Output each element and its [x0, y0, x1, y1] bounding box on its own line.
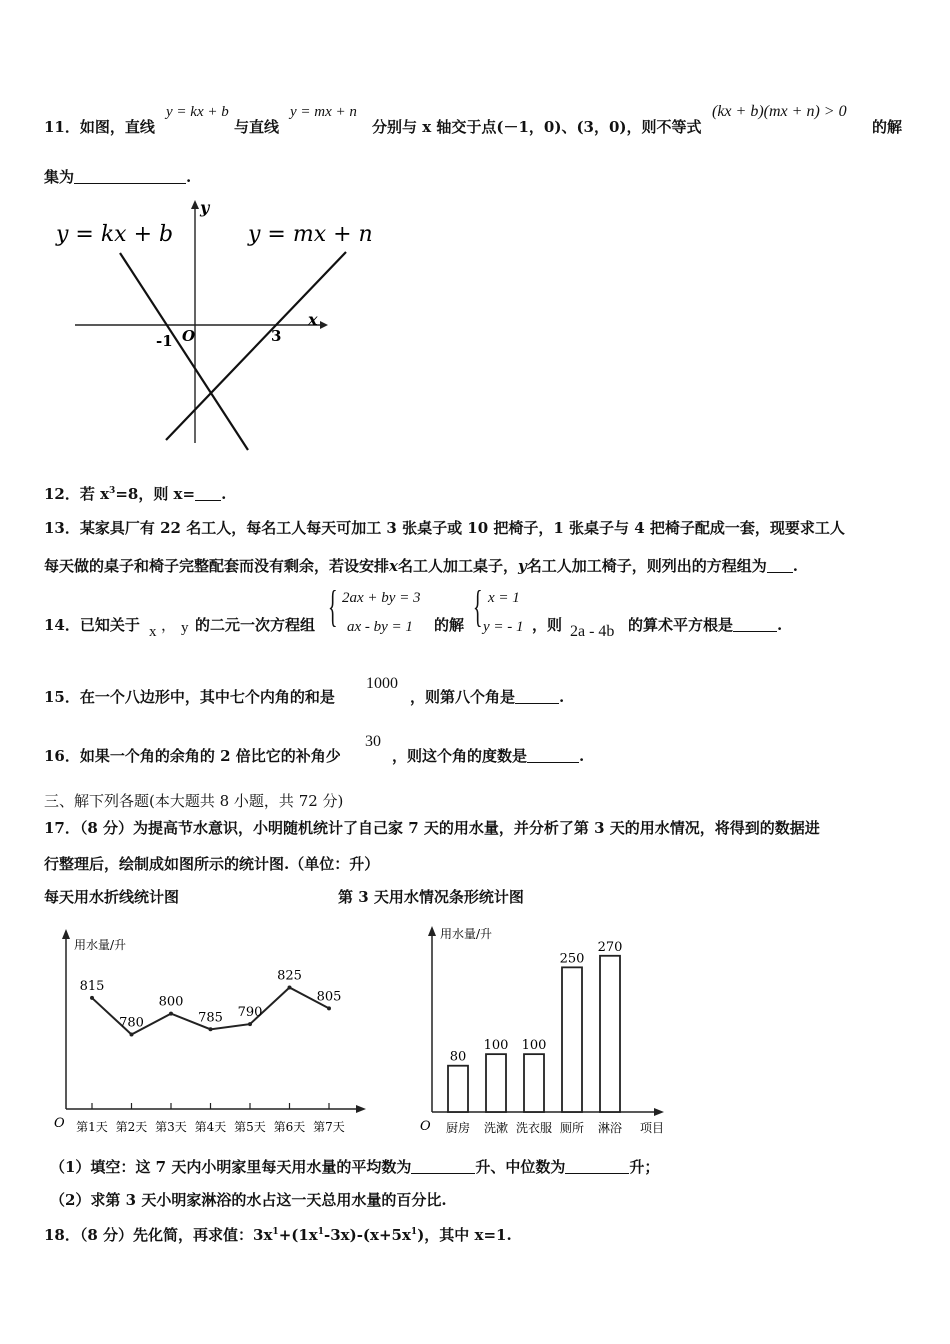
bar-chart-category-label: 洗衣服 — [515, 1121, 553, 1135]
line-mx-n — [166, 252, 346, 440]
line-chart-point — [209, 1027, 213, 1031]
graph-y-label: y — [200, 198, 210, 217]
q18-text3: -3x)-(x+5x — [324, 1226, 411, 1244]
q17-line2: 行整理后，绘制成如图所示的统计图.（单位：升） — [44, 855, 380, 873]
graph-label-kx-b: y = kx + b — [56, 222, 174, 247]
line-chart-data-label: 805 — [316, 989, 342, 1005]
q15-text1 — [44, 686, 335, 707]
q18-text2: +(1x — [278, 1226, 318, 1244]
q18-text4: )，其中 x=1. — [417, 1226, 512, 1244]
graph-tick-neg1: -1 — [156, 332, 173, 350]
q11-eq1: y = kx + b — [166, 104, 229, 120]
bar-chart — [418, 920, 688, 1140]
q11-text5: 集为 — [44, 168, 75, 186]
q13-text-c: 名工人加工椅子，则列出的方程组为 — [526, 557, 767, 575]
q14-sol-x: x = 1 — [488, 590, 520, 606]
q18-exp2: 1 — [317, 1227, 324, 1237]
x-axis-arrow — [320, 321, 328, 329]
q14-text2: 的二元一次方程组 — [195, 616, 316, 634]
q15-number: 15． — [44, 688, 80, 706]
q16-label: 如果一个角的余角的 2 倍比它的补角少 — [79, 747, 341, 765]
q13-text-b: 名工人加工桌子， — [397, 557, 518, 575]
bar-chart-title: 第 3 天用水情况条形统计图 — [338, 888, 524, 906]
q12 — [44, 483, 226, 504]
q13-end: . — [792, 557, 798, 575]
q13-var-x: x — [389, 557, 398, 575]
q17-sub1-text-b: 升、中位数为 — [475, 1158, 566, 1176]
line-chart-point — [169, 1012, 173, 1016]
bar-chart-bar — [486, 1054, 506, 1112]
q13-var-y: y — [517, 557, 527, 575]
bar-chart-bar — [448, 1066, 468, 1112]
q14-text1 — [44, 614, 140, 635]
q16-answer-blank[interactable] — [527, 748, 579, 763]
q11-line1 — [44, 116, 155, 137]
line-chart-category-label: 第5天 — [234, 1120, 266, 1134]
bar-chart-category-label: 厨房 — [445, 1121, 471, 1135]
bar-chart-origin: O — [420, 1119, 431, 1134]
bar-chart-x-arrow — [654, 1108, 664, 1116]
line-chart-category-label: 第7天 — [313, 1120, 345, 1134]
line-chart-data-label: 780 — [119, 1015, 144, 1031]
bar-chart-category-label: 厕所 — [559, 1121, 585, 1135]
q11-text4: 的解 — [872, 118, 903, 136]
q18-text1: 18．（8 分）先化简，再求值：3x — [44, 1226, 273, 1244]
q12-end: . — [221, 485, 227, 503]
q16-value: 30 — [365, 733, 381, 750]
q17-sub1-text-a: （1）填空：这 7 天内小明家里每天用水量的平均数为 — [50, 1158, 412, 1176]
bar-chart-category-label: 淋浴 — [597, 1121, 623, 1135]
bar-chart-data-label: 100 — [483, 1038, 509, 1054]
graph-label-mx-n: y = mx + n — [248, 222, 373, 247]
q12-text2: =8，则 x= — [115, 485, 196, 503]
section3-heading: 三、解下列各题(本大题共 8 小题，共 72 分) — [44, 792, 344, 810]
q16-end: . — [579, 747, 585, 765]
q16-text2 — [392, 745, 584, 766]
q18-exp1: 1 — [272, 1227, 279, 1237]
line-chart-category-label: 第6天 — [273, 1120, 306, 1134]
q13-text-a: 每天做的桌子和椅子完整配套而没有剩余，若设安排 — [44, 557, 390, 575]
q12-text1: 若 x — [79, 485, 110, 503]
q12-exponent: 3 — [109, 486, 116, 496]
bar-chart-data-label: 250 — [559, 951, 585, 967]
q14-var-y: y — [181, 620, 189, 636]
q11-text3: 分别与 x 轴交于点(－1，0)、(3，0)，则不等式 — [372, 118, 702, 136]
q14-number: 14． — [44, 616, 80, 634]
q14-text4: ，则 — [532, 616, 563, 634]
q11-graph — [50, 195, 373, 455]
q12-number: 12． — [44, 485, 80, 503]
q14-text5 — [628, 614, 782, 635]
line-chart-category-label: 第1天 — [76, 1120, 108, 1134]
bar-chart-data-label: 270 — [597, 939, 623, 955]
line-chart-category-label: 第2天 — [115, 1120, 148, 1134]
q15-value: 1000 — [366, 675, 398, 692]
q18 — [44, 1224, 512, 1245]
line-chart-y-arrow — [62, 929, 70, 939]
q18-exp3: 1 — [410, 1227, 418, 1237]
line-chart-data-label: 815 — [79, 978, 105, 994]
q14-label2: 的算术平方根是 — [628, 616, 734, 634]
bar-chart-category-label: 洗漱 — [483, 1121, 509, 1135]
q16-number: 16． — [44, 747, 80, 765]
q11-number: 11． — [44, 118, 80, 136]
q14-expression: 2a - 4b — [570, 623, 615, 640]
q14-answer-blank[interactable] — [733, 617, 777, 632]
line-chart-ylabel: 用水量/升 — [74, 938, 127, 952]
q14-system-brace: { — [328, 582, 338, 631]
bar-chart-data-label: 100 — [521, 1038, 547, 1054]
q14-end: . — [777, 616, 783, 634]
q15-label: 在一个八边形中，其中七个内角的和是 — [79, 688, 335, 706]
line-chart-point — [130, 1033, 134, 1037]
line-chart-category-label: 第4天 — [194, 1120, 227, 1134]
line-chart-data-label: 800 — [158, 994, 184, 1010]
line-chart-category-label: 第3天 — [155, 1120, 187, 1134]
bar-chart-y-arrow — [428, 926, 436, 936]
q14-label: 已知关于 — [79, 616, 140, 634]
bar-chart-xlabel: 项目 — [640, 1121, 665, 1135]
q13-line1: 13．某家具厂有 22 名工人，每名工人每天可加工 3 张桌子或 10 把椅子，1 张桌子与 4 把椅子配成一套，现要求工人 — [44, 519, 845, 537]
line-chart-point — [288, 985, 292, 989]
line-chart-x-arrow — [356, 1105, 366, 1113]
line-chart-point — [327, 1006, 331, 1010]
q14-sys-eq1: 2ax + by = 3 — [342, 590, 421, 606]
q15-label2: ，则第八个角是 — [410, 688, 516, 706]
q11-line2 — [44, 166, 191, 187]
q13-line2 — [44, 555, 798, 576]
q15-text2 — [410, 686, 564, 707]
line-chart-data-label: 825 — [277, 968, 302, 984]
q11-eq2: y = mx + n — [290, 104, 357, 120]
line-chart-point — [248, 1022, 252, 1026]
q17-line1: 17．（8 分）为提高节水意识，小明随机统计了自己家 7 天的用水量，并分析了第 3 天的用水情况，将得到的数据进 — [44, 819, 820, 837]
q15-end: . — [559, 688, 565, 706]
bar-chart-data-label: 80 — [449, 1049, 467, 1065]
q14-sol-y: y = - 1 — [483, 619, 524, 635]
q15-answer-blank[interactable] — [515, 689, 559, 704]
q11-text2: 与直线 — [234, 118, 280, 136]
line-chart-data-label: 785 — [198, 1010, 223, 1026]
graph-tick-3: 3 — [271, 327, 282, 345]
q13-answer-blank[interactable] — [767, 558, 793, 573]
q17-sub1-text-c: 升； — [629, 1158, 660, 1176]
q14-sys-eq2: ax - by = 1 — [347, 619, 413, 635]
q14-var-x: x — [149, 624, 157, 640]
q17-mean-blank[interactable] — [411, 1159, 475, 1174]
bar-chart-ylabel: 用水量/升 — [440, 927, 493, 941]
y-axis-arrow — [191, 200, 199, 209]
q14-text3: 的解 — [434, 616, 465, 634]
q16-label2: ，则这个角的度数是 — [392, 747, 528, 765]
line-chart-data-label: 790 — [237, 1005, 263, 1021]
line-chart-title: 每天用水折线统计图 — [44, 888, 180, 906]
q12-answer-blank[interactable] — [195, 486, 221, 501]
bar-chart-bar — [524, 1054, 544, 1112]
q14-comma: ， — [161, 616, 177, 634]
q11-answer-blank[interactable] — [74, 169, 186, 184]
q17-sub2: （2）求第 3 天小明家淋浴的水占这一天总用水量的百分比. — [50, 1191, 447, 1209]
line-chart-point — [90, 996, 94, 1000]
graph-origin-label: O — [182, 327, 196, 345]
line-chart-origin: O — [54, 1116, 65, 1131]
bar-chart-bar — [600, 956, 620, 1112]
graph-x-label: x — [308, 310, 318, 329]
bar-chart-bar — [562, 967, 582, 1112]
q17-sub1 — [50, 1156, 659, 1177]
q11-end: . — [186, 168, 192, 186]
line-chart — [44, 925, 374, 1140]
q16-text1 — [44, 745, 341, 766]
q17-median-blank[interactable] — [565, 1159, 629, 1174]
q11-text: 如图，直线 — [79, 118, 155, 136]
q11-inequality: (kx + b)(mx + n) > 0 — [712, 103, 847, 120]
q14-solution-brace: { — [473, 582, 483, 631]
